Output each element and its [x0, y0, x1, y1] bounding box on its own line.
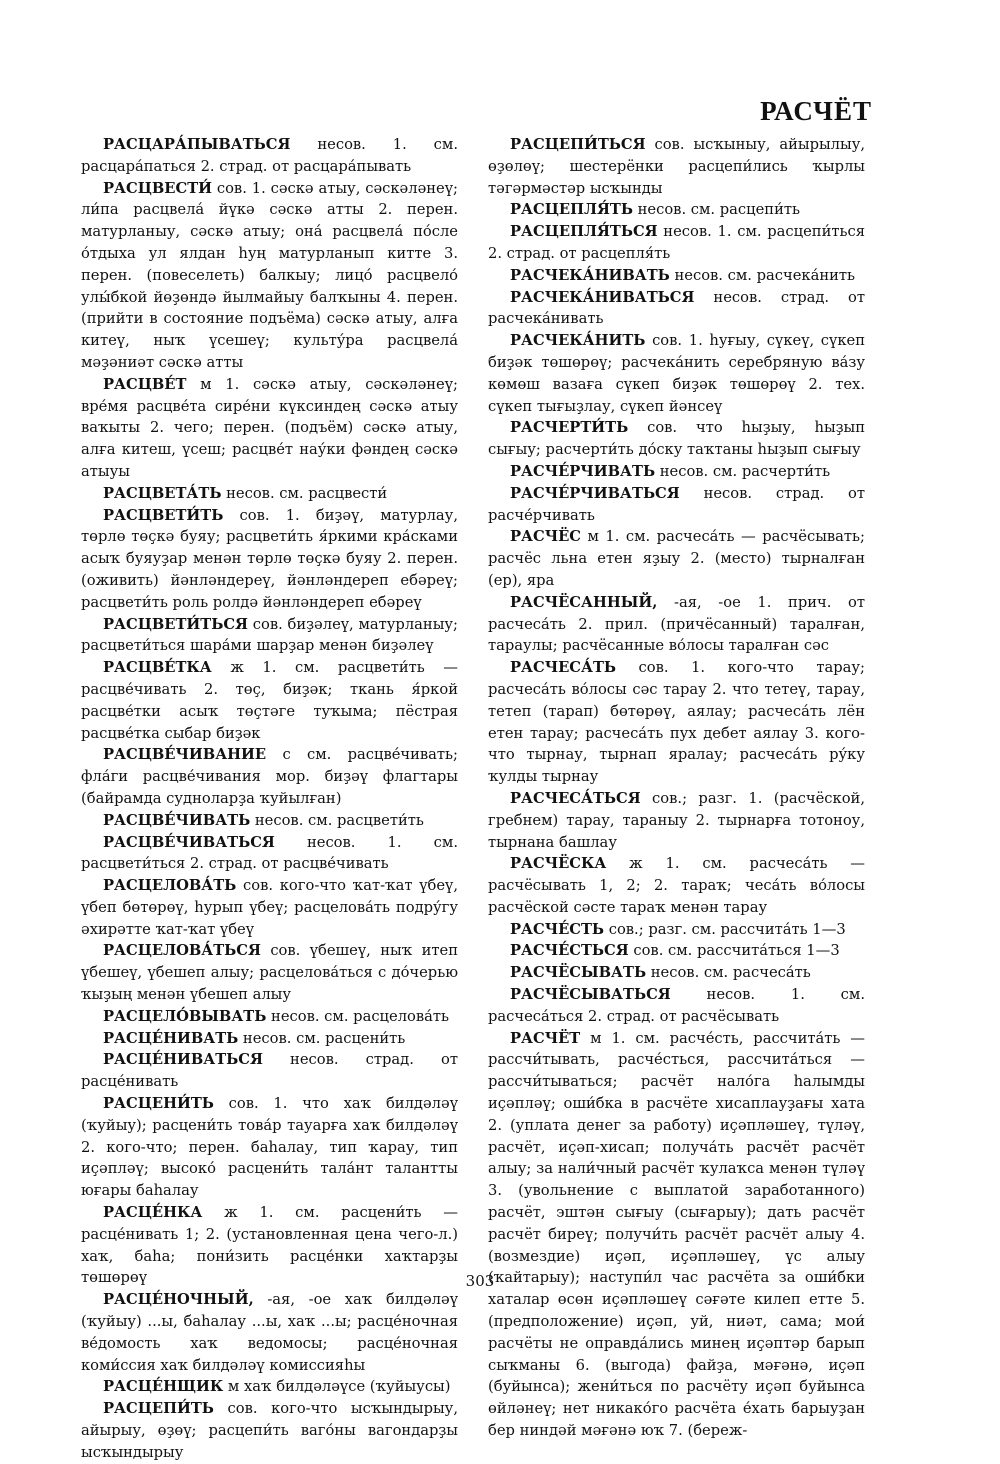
entry-definition: несов. страд. от расчека́нивать	[488, 288, 865, 328]
headword: РАСЦВЕТА́ТЬ	[103, 484, 222, 502]
dictionary-entry	[81, 1376, 458, 1398]
dictionary-entry	[81, 657, 458, 744]
dictionary-entry	[488, 417, 865, 461]
entry-definition: сов. үбешеү, ныҡ итеп үбешеү, үбешеп алыу; расцелова́ться с до́черью ҡыҙың менән үбешеп алыу	[81, 942, 458, 1004]
entry-definition: м хаҡ билдәләүсе (ҡуйыусы)	[223, 1378, 451, 1396]
headword: РАСЦВЕСТИ́	[103, 179, 212, 197]
dictionary-entry	[81, 810, 458, 832]
dictionary-entry	[488, 788, 865, 853]
entry-definition: несов. см. расцени́ть	[238, 1029, 406, 1047]
dictionary-entry	[81, 875, 458, 940]
dictionary-entry	[488, 962, 865, 984]
dictionary-entry	[488, 592, 865, 657]
headword: РАСЦЕПИ́ТЬ	[103, 1400, 214, 1418]
dictionary-entry	[81, 1398, 458, 1463]
entry-definition: ж 1. см. расцени́ть — расце́нивать 1; 2. (установленная цена чего-л.) хаҡ, баһа; пони́зить расце́нки хаҡтарҙы төшөрөү	[81, 1204, 458, 1287]
entry-definition: несов. см. расчерти́ть	[655, 462, 831, 480]
dictionary-entry	[81, 483, 458, 505]
dictionary-entry	[81, 1289, 458, 1376]
headword: РАСЧЕ́РЧИВАТЬСЯ	[510, 484, 680, 502]
headword: РАСЦЕНИ́ТЬ	[103, 1095, 214, 1113]
running-header: РАСЧЁТ	[760, 96, 872, 126]
headword: РАСЧЁСКА	[510, 855, 607, 873]
entry-definition: несов. см. расчека́нить	[669, 266, 856, 284]
entry-definition: сов. 1. кого-что тарау; расчеса́ть во́лосы сәс тарау 2. что тетеү, тарау, тетеп (тарап) бөтөрөү, аялау; расчеса́ть лён етен тарау; расчеса́ть пух дебет аялау 3. кого-что тырнау, тырнап яралау; расчеса́ть ру́ку ҡулды тырнау	[488, 659, 865, 786]
headword: РАСЧЁС	[510, 528, 581, 546]
dictionary-entry	[81, 178, 458, 374]
dictionary-entry	[488, 984, 865, 1028]
entry-definition: сов. что һыҙыу, һыҙып сығыу; расчерти́ть до́ску таҡтаны һыҙып сығыу	[488, 419, 865, 459]
headword: РАСЧЕРТИ́ТЬ	[510, 419, 629, 437]
entry-definition: несов. см. расцелова́ть	[266, 1007, 450, 1025]
headword: РАСЦВЕТИ́ТЬ	[103, 506, 224, 524]
entry-definition: несов. см. расцепи́ть	[632, 201, 800, 219]
headword: РАСЦЕ́НКА	[103, 1204, 203, 1222]
headword: РАСЧЁСАННЫЙ,	[510, 593, 658, 611]
dictionary-entry	[81, 1006, 458, 1028]
headword: РАСЦЕЛОВА́ТЬ	[103, 877, 237, 895]
entry-definition: несов. 1. см. расцвети́ться 2. страд. от расцве́чивать	[81, 833, 458, 873]
headword: РАСЧЕ́РЧИВАТЬ	[510, 462, 656, 480]
dictionary-entry	[488, 1028, 865, 1442]
headword: РАСЦЕПЛЯ́ТЬ	[510, 201, 633, 219]
entry-definition: с см. расцве́чивать; фла́ги расцве́чивания мор. биҙәү флагтары (байрамда судноларҙа ҡуйылған)	[81, 746, 458, 807]
entry-definition: сов.; разг. см. рассчита́ть 1—3	[604, 920, 846, 938]
dictionary-entry	[488, 853, 865, 918]
dictionary-entry	[81, 505, 458, 614]
headword: РАСЦЕПЛЯ́ТЬСЯ	[510, 223, 658, 241]
headword: РАСЦЕ́НИВАТЬ	[103, 1029, 239, 1047]
headword: РАСЦВЕ́ЧИВАНИЕ	[103, 746, 267, 764]
headword: РАСЧЕСА́ТЬСЯ	[510, 789, 641, 807]
headword: РАСЦВЕ́ТКА	[103, 659, 212, 677]
headword: РАСЦВЕ́ЧИВАТЬСЯ	[103, 833, 275, 851]
entry-definition: несов. 1. см. расцара́паться 2. страд. от расцара́пывать	[81, 136, 458, 175]
right-column	[488, 134, 865, 1442]
entry-definition: сов. кого-что ҡат-ҡат үбеү, үбеп бөтөрөү, һурып үбеү; расцелова́ть подру́гу әхирәтте ҡат-ҡат үбеү	[81, 877, 458, 938]
entry-definition: м 1. см. расчеса́ть — расчёсывать; расчёс льна етен яҙыу 2. (место) тырналған (ер), яра	[488, 528, 865, 589]
dictionary-entry	[81, 374, 458, 483]
headword: РАСЧЕСА́ТЬ	[510, 659, 617, 677]
headword: РАСЦЕ́НИВАТЬСЯ	[103, 1051, 263, 1069]
entry-definition: м 1. см. расче́сть, рассчита́ть — рассчи́тывать, расче́сться, рассчита́ться — рассчи́тываться; расчёт нало́га һалымды иҫәпләү; оши́бка в расчёте хисаплауҙағы хата 2. (уплата денег за работу) иҫәпләшеү, түләү, расчёт, иҫәп-хисап; получа́ть расчёт расчёт алыу; за нали́чный расчёт ҡулаҡса менән түләү 3. (увольнение с выплатой заработанного) расчёт, эштән сығыу (сығарыу); дать расчёт расчёт биреү; получи́ть расчёт расчёт алыу 4. (возмездие) иҫәп, иҫәпләшеү, үс алыу (ҡайтарыу); наступи́л час расчёта за оши́бки хаталар өсөн иҫәпләшеү сәғәте килеп етте 5. (предположение) иҫәп, уй, ниәт, сама; мои́ расчёты не оправда́лись минең иҫәптәр барып сыҡманы 6. (выгода) файҙа, мәғәнә, иҫәп (буйынса); жени́ться по расчёту иҫәп буйынса өйләнеү; нет никако́го расчёта е́хать барыуҙан бер ниндәй мәғәнә юҡ 7. (береж-	[488, 1029, 865, 1440]
headword: РАСЦЕ́НОЧНЫЙ,	[103, 1291, 254, 1309]
headword: РАСЧЁСЫВАТЬ	[510, 964, 647, 982]
headword: РАСЦВЕ́Т	[103, 375, 187, 393]
entry-definition: несов. см. расцвести́	[221, 484, 388, 502]
entry-definition: сов. 1. сәскә атыу, сәскәләнеү; ли́па расцвела́ йүкә сәскә атты 2. перен. матурланыу, сәскә атыу; она́ расцвела́ по́сле о́тдыха ул ялдан һуң матурланып китте 3. перен. (повеселеть) балкыу; лицо́ расцвело́ улы́бкой йөҙөндә йылмайыу балҡыны 4. перен. (прийти в состояние подъёма) сәскә атыу, алға китеү, ныҡ үсешеү; культу́ра расцвела́ мәҙәниәт сәскә атты	[81, 179, 458, 371]
dictionary-entry	[488, 919, 865, 941]
dictionary-entry	[81, 134, 458, 178]
entry-definition: несов. см. расцвети́ть	[250, 811, 424, 829]
dictionary-entry	[488, 199, 865, 221]
entry-definition: сов. 1. һуғыу, сүкеү, сүкеп биҙәк төшөрөү; расчека́нить серебряную ва́зу көмөш вазаға сүкеп биҙәк төшөрөү 2. тех. сүкеп тығыҙлау, сүкеп йәнсеү	[488, 332, 865, 415]
dictionary-entry	[488, 526, 865, 591]
dictionary-entry	[488, 940, 865, 962]
dictionary-entry	[81, 940, 458, 1005]
entry-definition: ж 1. см. расцвети́ть — расцве́чивать 2. төҫ, биҙәк; ткань я́ркой расцве́тки асыҡ төҫтәге туҡыма; пёстрая расцве́тка сыбар биҙәк	[81, 659, 458, 742]
entry-definition: сов. ысҡыныу, айырылыу, өҙөлөү; шестерёнки расцепи́лись ҡырлы тәгәрмәстәр ысҡынды	[488, 136, 865, 197]
entry-definition: м 1. сәскә атыу, сәскәләнеү; вре́мя расцве́та сире́ни күксиндең сәскә атыу ваҡыты 2. чего; перен. (подъём) сәскә атыу, алға китеш, үсеш; расцве́т нау́ки фәндең сәскә атыуы	[81, 375, 458, 480]
headword: РАСЧЕКА́НИВАТЬСЯ	[510, 288, 695, 306]
headword: РАСЦЕПИ́ТЬСЯ	[510, 136, 646, 153]
dictionary-entry	[488, 330, 865, 417]
dictionary-entry	[81, 832, 458, 876]
entry-definition: сов. 1. биҙәү, матурлау, төрлө төҫкә буяу; расцвети́ть я́ркими кра́сками асыҡ буяуҙар менән төрлө төҫкә буяу 2. перен. (оживить) йәнләндереү, йәнләндереп ебәреү; расцвети́ть роль ролдә йәнләндереп ебәреү	[81, 506, 458, 611]
headword: РАСЧЕКА́НИВАТЬ	[510, 266, 670, 284]
dictionary-entry	[488, 265, 865, 287]
dictionary-entry	[81, 614, 458, 658]
entry-definition: -ая, -ое хаҡ билдәләү (ҡуйыу) ...ы, баһалау ...ы, хаҡ ...ы; расце́ночная ве́домость хаҡ ведомосы; расце́ночная коми́ссия хаҡ билдәләү комиссияһы	[81, 1291, 458, 1374]
headword: РАСЧЕ́СТЬСЯ	[510, 942, 629, 960]
entry-definition: сов.; разг. 1. (расчёской, гребнем) тарау, тараныу 2. тырнарға тотоноу, тырнана башлау	[488, 789, 865, 851]
headword: РАСЦАРА́ПЫВАТЬСЯ	[103, 136, 291, 153]
entry-definition: ж 1. см. расчеса́ть — расчёсывать 1, 2; 2. тараҡ; чеса́ть во́лосы расчёской сәсте тараҡ менән тарау	[488, 855, 865, 916]
entry-definition: несов. 1. см. расцепи́ться 2. страд. от расцепля́ть	[488, 223, 865, 262]
entry-definition: сов. см. рассчита́ться 1—3	[628, 942, 840, 960]
left-column	[81, 134, 458, 1464]
entry-definition: -ая, -ое 1. прич. от расчеса́ть 2. прил. (причёсанный) таралған, тараулы; расчёсанные во́лосы таралған сәс	[488, 593, 865, 655]
headword: РАСЦЕЛОВА́ТЬСЯ	[103, 942, 261, 960]
entry-definition: несов. страд. от расче́рчивать	[488, 484, 865, 524]
headword: РАСЧЕ́СТЬ	[510, 920, 605, 938]
dictionary-entry	[81, 1028, 458, 1050]
dictionary-entry	[81, 744, 458, 809]
entry-definition: сов. кого-что ысҡындырыу, айырыу, өҙөү; расцепи́ть ваго́ны вагондарҙы ысҡындырыу	[81, 1400, 458, 1461]
headword: РАСЧЕКА́НИТЬ	[510, 332, 646, 350]
entry-definition: несов. 1. см. расчеса́ться 2. страд. от расчёсывать	[488, 986, 865, 1025]
dictionary-entry	[488, 221, 865, 265]
headword: РАСЧЁСЫВАТЬСЯ	[510, 986, 671, 1004]
entry-definition: сов. 1. что хаҡ билдәләү (ҡуйыу); расцени́ть това́р тауарға хаҡ билдәләү 2. кого-что; перен. баһалау, тип ҡарау, тип иҫәпләү; высоко́ расцени́ть тала́нт талантты юғары баһалау	[81, 1095, 458, 1200]
dictionary-entry	[81, 1093, 458, 1202]
dictionary-entry	[488, 287, 865, 331]
entry-definition: несов. страд. от расце́нивать	[81, 1051, 458, 1091]
entry-definition: несов. см. расчеса́ть	[646, 964, 811, 982]
dictionary-entry	[488, 483, 865, 527]
dictionary-entry	[488, 461, 865, 483]
headword: РАСЦЕЛО́ВЫВАТЬ	[103, 1007, 267, 1025]
page-number: 303	[465, 1272, 495, 1290]
headword: РАСЦЕ́НЩИК	[103, 1378, 224, 1396]
headword: РАСЦВЕ́ЧИВАТЬ	[103, 811, 251, 829]
headword: РАСЧЁТ	[510, 1029, 581, 1047]
entry-definition: сов. биҙәлеү, матурланыу; расцвети́ться шара́ми шарҙар менән биҙәлеү	[81, 615, 458, 655]
dictionary-entry	[488, 657, 865, 788]
dictionary-entry	[81, 1049, 458, 1093]
dictionary-entry	[488, 134, 865, 199]
headword: РАСЦВЕТИ́ТЬСЯ	[103, 615, 248, 633]
